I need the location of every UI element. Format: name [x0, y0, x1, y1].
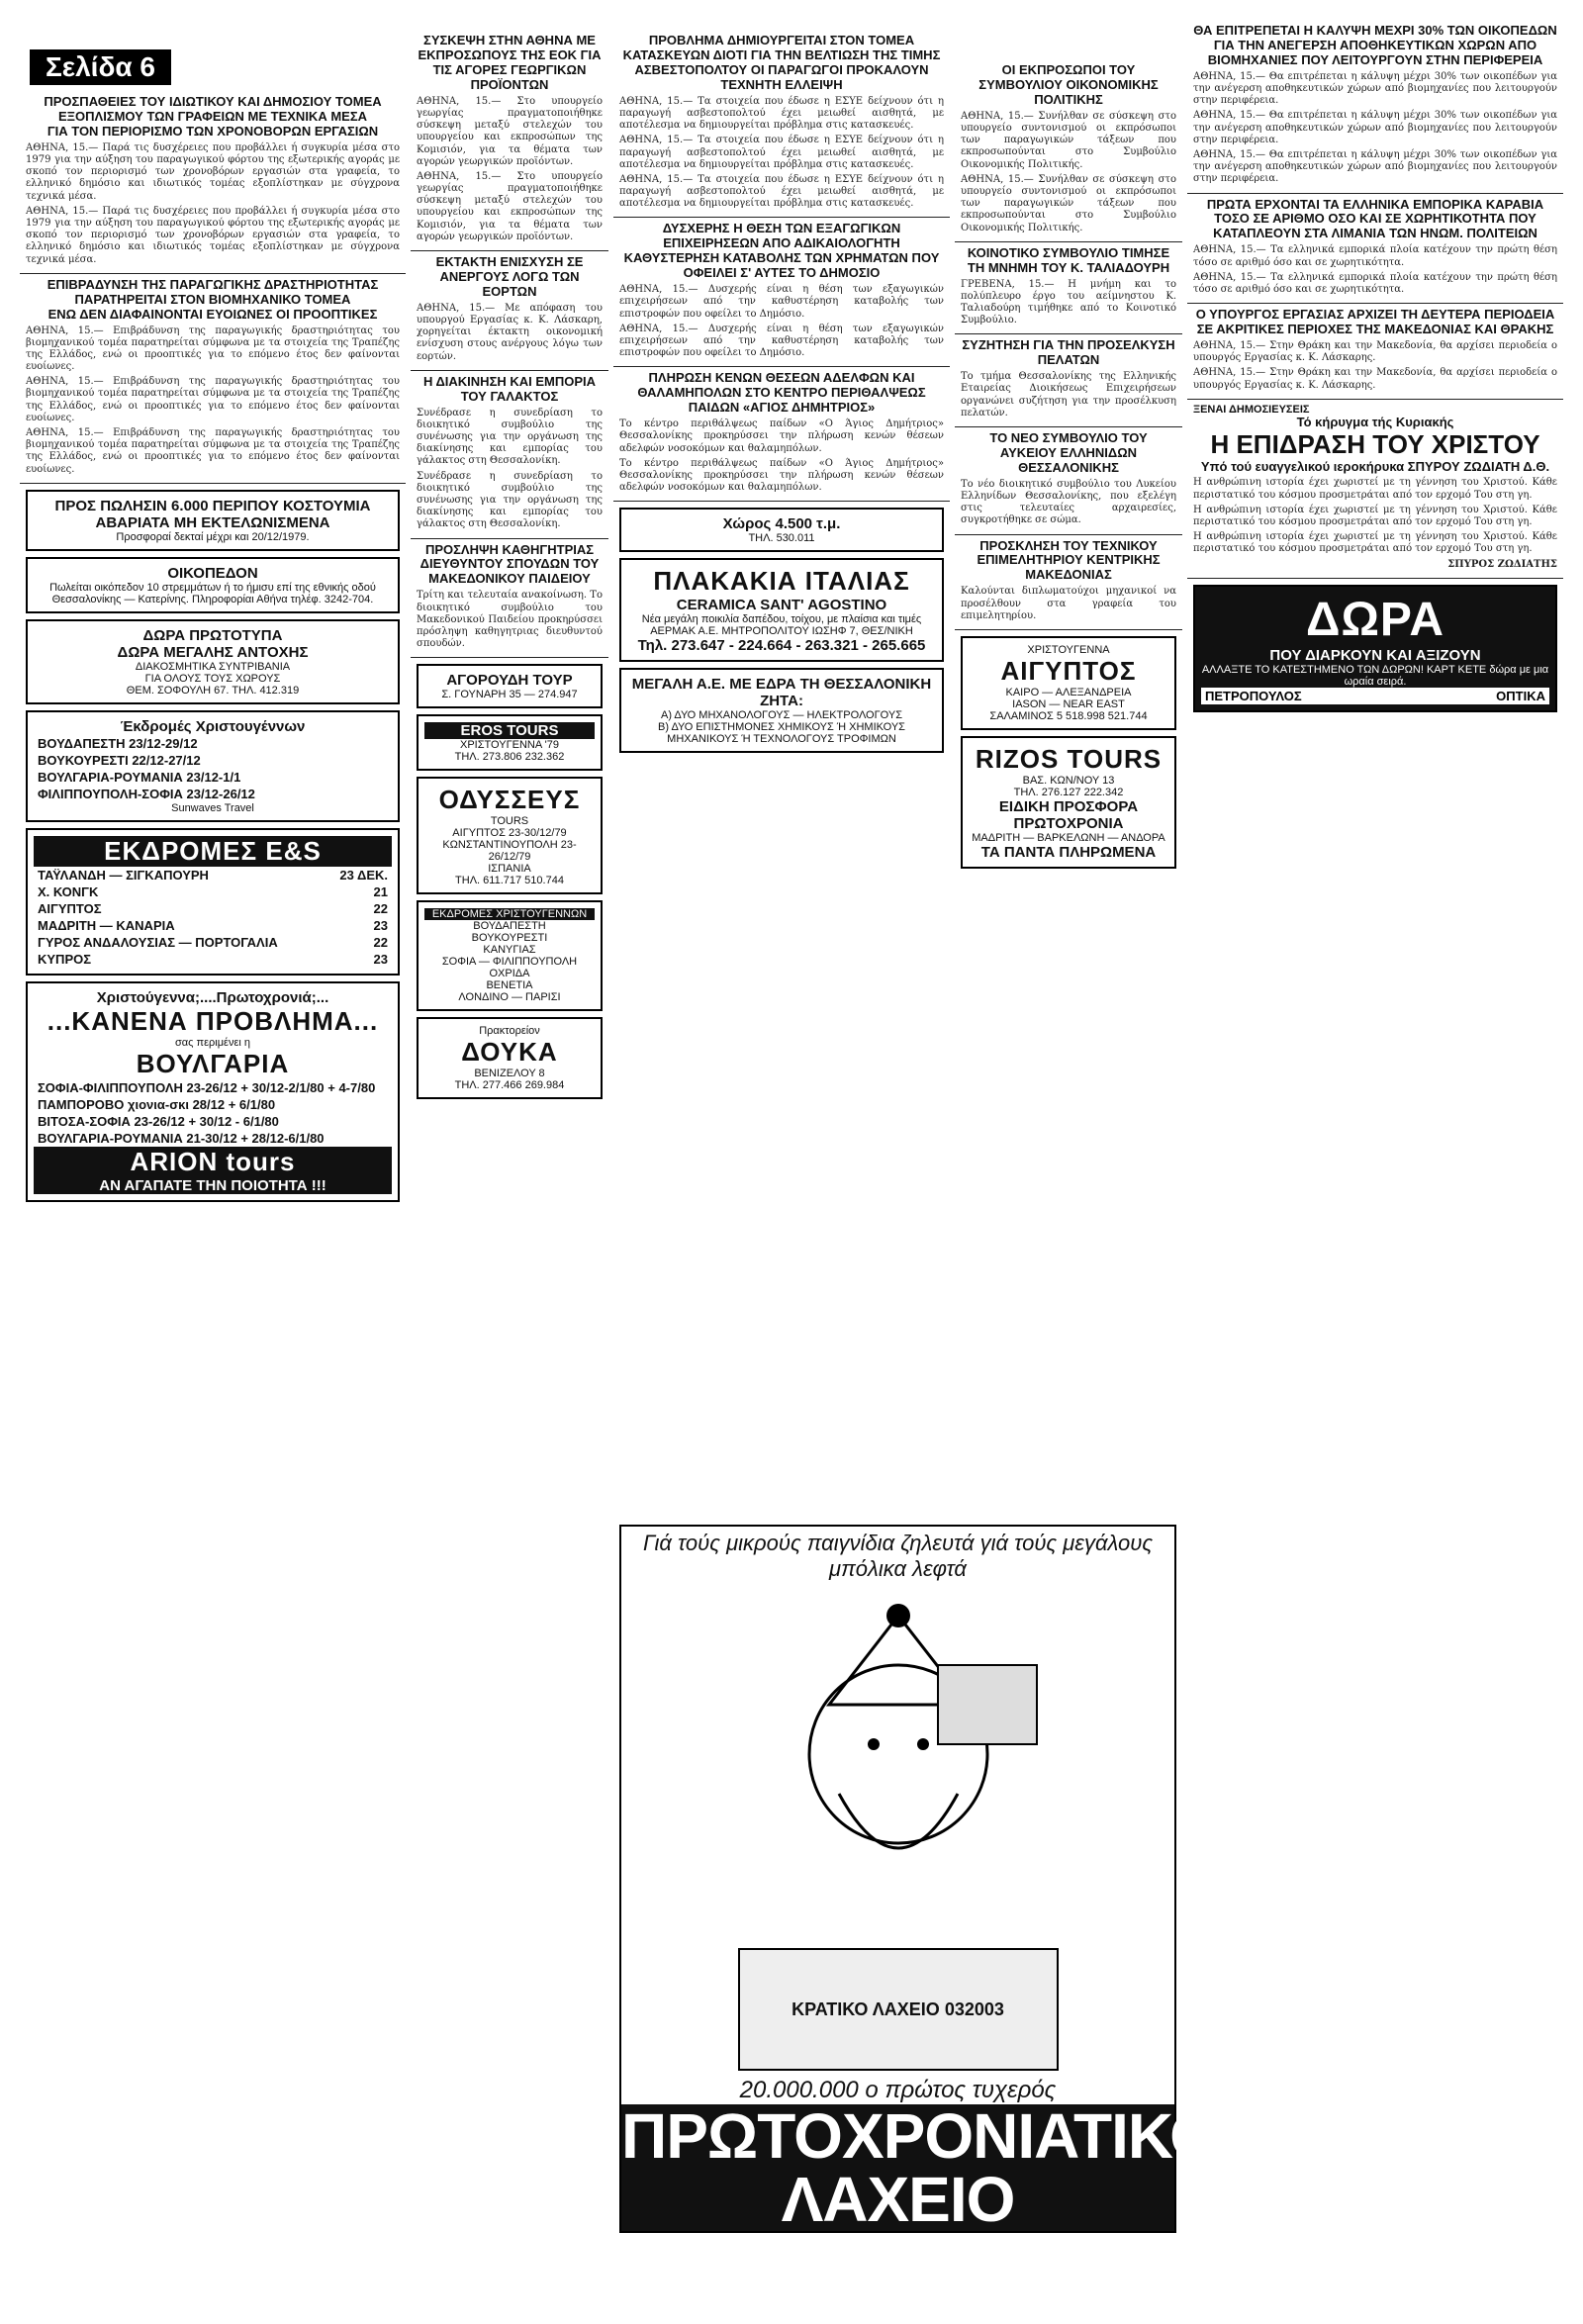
article-body: ΑΘΗΝΑ, 15.— Επιβράδυνση της παραγωγικής δραστηριότητας του βιομηχανικού τομέα παρατηρείται σύμφωνα με τα στοιχεία της Τραπέζης της Ελλάδος, ενώ οι προοπτικές για το επόμενο έτος δεν φαίνονται ευοίωνες.	[26, 427, 400, 475]
ad-row: ΒΟΥΚΟΥΡΕΣΤΙ 22/12-27/12	[38, 752, 201, 768]
article-milk	[411, 371, 608, 539]
article-body: Το τμήμα Θεσσαλονίκης της Ελληνικής Εταιρείας Διοικήσεως Επιχειρήσεων οργανώνει συζήτηση για την προσέλκυση πελατών.	[961, 371, 1176, 418]
column-5	[1187, 20, 1563, 718]
ad-text: Σ. ΓΟΥΝΑΡΗ 35 — 274.947	[441, 689, 578, 701]
ad-plot	[26, 557, 400, 613]
article-subtitle: Υπό τού ευαγγελικού ιεροκήρυκα ΣΠΥΡΟΥ ΖΩΔΙΑΤΗ Δ.Θ.	[1200, 458, 1550, 474]
ad-line: ΜΑΔΡΙΤΗ — ΒΑΡΚΕΛΩΝΗ — ΑΝΔΟΡΑ	[972, 831, 1165, 844]
ad-title: ΠΛΑΚΑΚΙΑ ΙΤΑΛΙΑΣ	[653, 566, 910, 597]
article-memorial	[955, 242, 1182, 335]
ad-row: ΟΧΡΙΔΑ	[489, 968, 530, 980]
article-title: ΚΟΙΝΟΤΙΚΟ ΣΥΜΒΟΥΛΙΟ ΤΙΜΗΣΕ ΤΗ ΜΝΗΜΗ ΤΟΥ Κ. ΤΑΛΙΑΔΟΥΡΗ	[967, 244, 1170, 275]
article-title: ΕΚΤΑΚΤΗ ΕΝΙΣΧΥΣΗ ΣΕ ΑΝΕΡΓΟΥΣ ΛΟΓΩ ΤΩΝ ΕΟΡΤΩΝ	[435, 254, 584, 299]
article-body: ΑΘΗΝΑ, 15.— Παρά τις δυσχέρειες που προβάλλει ή συγκυρία μέσα στο 1979 για την αύξηση του παραγωγικού φόρτου της εξωτερικής αγοράς με σκοπό τον περιορισμό των χρονοβόρων εργασιών στα γραφεία, το ελληνικό δημόσιο και ιδιωτικός τομέας εξοπλίστηκαν με σύγχρονα τεχνικά μέσα.	[26, 141, 400, 202]
article-body: ΑΘΗΝΑ, 15.— Τα στοιχεία που έδωσε η ΕΣΥΕ δείχνουν ότι η παραγωγή ασβεστοπολτού έχει μειωθεί αισθητά, με αποτέλεσμα να δημιουργείται πρόβλημα στις κατασκευές.	[619, 95, 944, 132]
lottery-prize: 20.000.000 ο πρώτος τυχερός	[739, 2077, 1057, 2103]
ad-row: ΚΥΠΡΟΣ 23	[38, 951, 388, 967]
ad-brand: Sunwaves Travel	[171, 801, 254, 814]
ad-title: ΟΙΚΟΠΕΔΟΝ	[167, 564, 258, 582]
ad-title: ΠΡΟΣ ΠΩΛΗΣΙΝ 6.000 ΠΕΡΙΠΟΥ ΚΟΣΤΟΥΜΙΑ	[54, 497, 371, 514]
ad-jobs	[619, 668, 944, 753]
article-title: ΠΛΗΡΩΣΗ ΚΕΝΩΝ ΘΕΣΕΩΝ ΑΔΕΛΦΩΝ ΚΑΙ ΘΑΛΑΜΗΠΟΛΩΝ ΣΤΟ ΚΕΝΤΡΟ ΠΕΡΙΘΑΛΨΕΩΣ ΠΑΙΔΩΝ «ΑΓΙΟΣ ΔΗΜΗΤΡΙΟΣ»	[637, 370, 926, 416]
ad-phone: ΤΗΛ. 530.011	[748, 532, 815, 545]
article-body: ΑΘΗΝΑ, 15.— Τα ελληνικά εμπορικά πλοία κατέχουν την πρώτη θέση τόσο σε αριθμό όσο και σε χωρητικότητα.	[1193, 271, 1557, 295]
ad-row: ΒΟΥΛΓΑΡΙΑ-ΡΟΥΜΑΝΙΑ 21-30/12 + 28/12-6/1/80	[38, 1130, 325, 1146]
ad-line: ΚΑΙΡΟ — ΑΛΕΞΑΝΔΡΕΙΑ	[1005, 686, 1132, 698]
article-title: ΠΡΟΣΠΑΘΕΙΕΣ ΤΟΥ ΙΔΙΩΤΙΚΟΥ ΚΑΙ ΔΗΜΟΣΙΟΥ ΤΟΜΕΑ ΕΞΟΠΛΙΣΜΟΥ ΤΩΝ ΓΡΑΦΕΙΩΝ ΜΕ ΤΕΧΝΙΚΑ ΜΕΣΑ	[44, 94, 382, 124]
article-chamber	[955, 535, 1182, 630]
article-body: Συνέδρασε η συνεδρίαση το διοικητικό συμβούλιο της συνένωσης για την οργάνωση της διακίνησης και εμπορίας του γάλακτος στη Θεσσαλονίκη.	[417, 407, 603, 467]
ad-row: Χ. ΚΟΝΓΚ 21	[38, 883, 388, 899]
article-body: ΑΘΗΝΑ, 15.— Θα επιτρέπεται η κάλυψη μέχρι 30% των οικοπέδων για την ανέγερση αποθηκευτικών χώρων από βιομηχανίες που λειτουργούν στην περιφέρεια.	[1193, 110, 1557, 145]
article-body: ΓΡΕΒΕΝΑ, 15.— Η μνήμη και το πολύπλευρο έργο του αείμνηστου Κ. Ταλιαδούρη τιμήθηκε από το Κοινοτικό Συμβούλιο.	[961, 278, 1176, 326]
article-eec-meeting	[411, 30, 608, 251]
ad-bulgaria	[26, 981, 400, 1202]
article-body: Το κέντρο περιθάλψεως παίδων «Ο Άγιος Δημήτριος» Θεσσαλονίκης προκηρύσσει την πλήρωση κενών θέσεων αδελφών νοσοκόμων και θαλαμηπόλων.	[619, 418, 944, 454]
ad-title: RIZOS TOURS	[975, 743, 1163, 774]
lottery-title: ΠΡΩΤΟΧΡΟΝΙΑΤΙΚΟ ΛΑΧΕΙΟ	[621, 2100, 1218, 2235]
ad-text: Πωλείται οικόπεδον 10 στρεμμάτων ή το ήμισυ επί της εθνικής οδού Θεσσαλονίκης — Κατερίνης. Πληροφορίαι Αθήνα τηλέφ. 3242-704.	[49, 581, 376, 605]
ad-row: ΦΙΛΙΠΠΟΥΠΟΛΗ-ΣΟΦΙΑ 23/12-26/12	[38, 786, 255, 801]
article-title: ΤΟ ΝΕΟ ΣΥΜΒΟΥΛΙΟ ΤΟΥ ΑΥΚΕΙΟΥ ΕΛΛΗΝΙΔΩΝ ΘΕΣΣΑΛΟΝΙΚΗΣ	[989, 429, 1148, 475]
ad-title: Έκδρομές Χριστουγέννων	[120, 717, 306, 735]
ad-row: ΣΟΦΙΑ-ΦΙΛΙΠΠΟΥΠΟΛΗ 23-26/12 + 30/12-2/1/80 + 4-7/80	[38, 1079, 376, 1095]
article-nurses	[613, 367, 950, 502]
ad-row: ΚΩΝΣΤΑΝΤΙΝΟΥΠΟΛΗ 23-26/12/79	[442, 839, 577, 864]
santa-icon	[750, 1596, 1047, 1932]
article-title: Ο ΥΠΟΥΡΓΟΣ ΕΡΓΑΣΙΑΣ ΑΡΧΙΖΕΙ ΤΗ ΔΕΥΤΕΡΑ ΠΕΡΙΟΔΕΙΑ ΣΕ ΑΚΡΙΤΙΚΕΣ ΠΕΡΙΟΧΕΣ ΤΗΣ ΜΑΚΕΔΟΝΙΑΣ ΚΑΙ ΘΡΑΚΗΣ	[1195, 307, 1555, 336]
column-3	[613, 30, 950, 759]
article-body: ΑΘΗΝΑ, 15.— Θα επιτρέπεται η κάλυψη μέχρι 30% των οικοπέδων για την ανέγερση αποθηκευτικών χώρων από βιομηχανίες που λειτουργούν στην περιφέρεια.	[1193, 148, 1557, 185]
ad-title: ΑΓΟΡΟΥΔΗ ΤΟΥΡ	[446, 672, 573, 690]
lottery-headline: Γιά τούς μικρούς παιγνίδια ζηλευτά γιά τούς μεγάλους μπόλικα λεφτά	[642, 1531, 1154, 1581]
article-body: Συνέδρασε η συνεδρίαση το διοικητικό συμβούλιο της συνένωσης για την οργάνωση της διακίνησης και εμπορίας του γάλακτος στη Θεσσαλονίκη.	[417, 470, 603, 530]
ad-address: ΒΕΝΙΖΕΛΟΥ 8	[474, 1068, 545, 1080]
article-body: Το νέο διοικητικό συμβούλιο του Λυκείου Ελληνίδων Θεσσαλονίκης, που εξελέγη στις τελευταίες αρχαιρεσίες, συγκροτήθηκε σε σώμα.	[961, 478, 1176, 526]
ad-row: ΑΙΓΥΠΤΟΣ 23-30/12/79	[452, 827, 567, 840]
article-title: ΔΥΣΧΕΡΗΣ Η ΘΕΣΗ ΤΩΝ ΕΞΑΓΩΓΙΚΩΝ ΕΠΙΧΕΙΡΗΣΕΩΝ ΑΠΟ ΑΔΙΚΑΙΟΛΟΓΗΤΗ ΚΑΘΥΣΤΕΡΗΣΗ ΚΑΤΑΒΟΛΗΣ ΤΩΝ ΧΡΗΜΑΤΩΝ ΠΟΥ ΟΦΕΙΛΕΙ Σ' ΑΥΤΕΣ ΤΟ ΔΗΜΟΣΙΟ	[623, 221, 940, 281]
ad-row: ΓΥΡΟΣ ΑΝΔΑΛΟΥΣΙΑΣ — ΠΟΡΤΟΓΑΛΙΑ 22	[38, 934, 388, 950]
article-industry-slowdown	[20, 274, 406, 484]
ad-row: ΒΟΥΔΑΠΕΣΤΗ	[473, 920, 546, 933]
article-title: ΠΡΟΣΛΗΨΗ ΚΑΘΗΓΗΤΡΙΑΣ ΔΙΕΥΘΥΝΤΟΥ ΣΠΟΥΔΩΝ ΤΟΥ ΜΑΚΕΔΟΝΙΚΟΥ ΠΑΙΔΕΙΟΥ	[419, 541, 600, 587]
ad-line: ΔΩΡΑ ΜΕΓΑΛΗΣ ΑΝΤΟΧΗΣ	[117, 643, 309, 661]
ad-title: ΜΕΓΑΛΗ Α.Ε. ΜΕ ΕΔΡΑ ΤΗ ΘΕΣΣΑΛΟΝΙΚΗ	[631, 676, 932, 694]
article-exporters	[613, 218, 950, 367]
lottery-ticket	[738, 1948, 1059, 2071]
article-body: Τρίτη και τελευταία ανακοίνωση. Το διοικητικό συμβούλιο του Μακεδονικού Παιδείου προκηρύσσει πρόσληψη καθηγητριας διευθυντού σπουδών.	[417, 590, 603, 650]
column-2	[411, 30, 608, 1105]
ad-subtitle: ΖΗΤΑ:	[760, 693, 803, 710]
ad-title: ΕΚΔΡΟΜΕΣ E&S	[34, 836, 392, 867]
ad-text: Νέα μεγάλη ποικιλία δαπέδου, τοίχου, με πλαίσια και τιμές ΑΕΡΜΑΚ Α.Ε. ΜΗΤΡΟΠΟΛΙΤΟΥ ΙΩΣΗΦ 7, ΘΕΣ/ΝΙΚΗ	[641, 613, 922, 638]
article-body: Η ανθρώπινη ιστορία έχει χωριστεί με τη γέννηση του Χριστού. Κάθε περιστατικό του κόσμου προσμετράται από τον ερχομό Του στη γη.	[1193, 531, 1557, 555]
lottery-ad	[613, 1519, 1218, 2239]
ad-address: ΒΑΣ. ΚΩΝ/ΝΟΥ 13	[1022, 774, 1115, 787]
article-signature: ΣΠΥΡΟΣ ΖΩΔΙΑΤΗΣ	[1447, 558, 1557, 570]
article-title: ΠΡΟΒΛΗΜΑ ΔΗΜΙΟΥΡΓΕΙΤΑΙ ΣΤΟΝ ΤΟΜΕΑ ΚΑΤΑΣΚΕΥΩΝ ΔΙΟΤΙ ΓΙΑ ΤΗΝ ΒΕΛΤΙΩΣΗ ΤΗΣ ΤΙΜΗΣ ΑΣΒΕΣΤΟΠΟΛΤΟΥ ΟΙ ΠΑΡΑΓΩΓΟΙ ΠΡΟΚΑΛΟΥΝ ΤΕΧΝΗΤΗ ΕΛΛΕΙΨΗ	[622, 33, 941, 92]
article-title: ΣΥΖΗΤΗΣΗ ΓΙΑ ΤΗΝ ΠΡΟΣΕΛΚΥΣΗ ΠΕΛΑΤΩΝ	[962, 337, 1175, 368]
ad-subtitle: ΧΡΙΣΤΟΥΓΕΝΝΑ '79	[460, 739, 559, 752]
article-body: ΑΘΗΝΑ, 15.— Δυσχερής είναι η θέση των εξαγωγικών επιχειρήσεων από την καθυστέρηση καταβολής των επιστροφών που οφείλει το Δημόσιο.	[619, 284, 944, 320]
article-title: Η ΕΠΙΔΡΑΣΗ ΤΟΥ ΧΡΙΣΤΟΥ	[1210, 428, 1540, 459]
lottery-box	[619, 1525, 1218, 2235]
article-body: ΑΘΗΝΑ, 15.— Στο υπουργείο γεωργίας πραγματοποιήθηκε σύσκεψη μεταξύ στελεχών του υπουργείου και εκπροσώπων της Κομισιόν, για τα θέματα των αγορών γεωργικών προϊόντων.	[417, 95, 603, 167]
ad-phone: ΘΕΜ. ΣΟΦΟΥΛΗ 67. ΤΗΛ. 412.319	[126, 684, 300, 697]
ad-phone: ΤΗΛ. 273.806 232.362	[454, 751, 565, 764]
article-body: Το κέντρο περιθάλψεως παίδων «Ο Άγιος Δημήτριος» Θεσσαλονίκης προκηρύσσει την πλήρωση κενών θέσεων αδελφών νοσοκόμων και θαλαμηπόλων.	[619, 457, 944, 494]
article-pretitle: Τό κήρυγμα τής Κυριακής	[1296, 414, 1454, 429]
ad-subtitle: ΠΟΥ ΔΙΑΡΚΟΥΝ ΚΑΙ ΑΞΙΖΟΥΝ	[1269, 646, 1481, 664]
article-subtitle: ΕΝΩ ΔΕΝ ΔΙΑΦΑΙΝΟΝΤΑΙ ΕΥΟΙΩΝΕΣ ΟΙ ΠΡΟΟΠΤΙΚΕΣ	[47, 306, 378, 322]
article-lime	[613, 30, 950, 218]
ad-text: ΑΛΛΑΞΤΕ ΤΟ ΚΑΤΕΣΤΗΜΕΝΟ ΤΩΝ ΔΩΡΩΝ! ΚΑΡΤ ΚΕΤΕ δώρα με μια ωραία σειρά.	[1201, 663, 1549, 688]
ad-row: ΑΙΓΥΠΤΟΣ 22	[38, 900, 388, 916]
column-4	[955, 59, 1182, 875]
ad-line: ΕΙΔΙΚΗ ΠΡΟΣΦΟΡΑ	[998, 797, 1139, 815]
article-body: ΑΘΗΝΑ, 15.— Τα στοιχεία που έδωσε η ΕΣΥΕ δείχνουν ότι η παραγωγή ασβεστοπολτού έχει μειωθεί αισθητά, με αποτέλεσμα να δημιουργείται πρόβλημα στις κατασκευές.	[619, 135, 944, 170]
ad-line: IASON — NEAR EAST	[1012, 697, 1125, 710]
article-body: ΑΘΗΝΑ, 15.— Επιβράδυνση της παραγωγικής δραστηριότητας του βιομηχανικού τομέα παρατηρείται σύμφωνα με τα στοιχεία της Τραπέζης της Ελλάδος, ενώ οι προοπτικές για το επόμενο έτος δεν φαίνονται ευοίωνες.	[26, 325, 400, 373]
article-body: ΑΘΗΝΑ, 15.— Συνήλθαν σε σύσκεψη στο υπουργείο συντονισμού οι εκπρόσωποι των παραγωγικών τάξεων που εκπροσωπούνται στο Συμβούλιο Οικονομικής Πολιτικής.	[961, 173, 1176, 233]
article-lyceum	[955, 427, 1182, 535]
ad-gifts	[26, 619, 400, 704]
article-body: ΑΘΗΝΑ, 15.— Δυσχερής είναι η θέση των εξαγωγικών επιχειρήσεων από την καθυστέρηση καταβολής των επιστροφών που οφείλει το Δημόσιο.	[619, 323, 944, 359]
ad-row: ΒΕΝΕΤΙΑ	[486, 979, 533, 992]
article-minister-tour	[1187, 304, 1563, 400]
ad-agoroudi	[417, 664, 603, 708]
ad-row: ΚΑΝΥΓΙΑΣ	[483, 944, 536, 957]
ad-title: ΕΚΔΡΟΜΕΣ ΧΡΙΣΤΟΥΓΕΝΝΩΝ	[424, 908, 595, 920]
ad-title: ΔΩΡΑ	[1305, 593, 1445, 646]
article-title: Η ΔΙΑΚΙΝΗΣΗ ΚΑΙ ΕΜΠΟΡΙΑ ΤΟΥ ΓΑΛΑΚΤΟΣ	[422, 373, 597, 404]
article-title: ΣΥΣΚΕΨΗ ΣΤΗΝ ΑΘΗΝΑ ΜΕ ΕΚΠΡΟΣΩΠΟΥΣ ΤΗΣ ΕΟΚ ΓΙΑ ΤΙΣ ΑΓΟΡΕΣ ΓΕΩΡΓΙΚΩΝ ΠΡΟΪΟΝΤΩΝ	[418, 33, 602, 92]
ad-row: ΒΙΤΟΣΑ-ΣΟΦΙΑ 23-26/12 + 30/12 - 6/1/80	[38, 1113, 279, 1129]
ad-phone: ΤΗΛ. 277.466 269.984	[454, 1079, 565, 1092]
ad-odysseus	[417, 777, 603, 894]
ad-phone: ΤΗΛ. 276.127 222.342	[1013, 786, 1124, 798]
article-warehouses	[1187, 20, 1563, 194]
ad-row: ΠΑΜΠΟΡΟΒΟ χιονια-σκι 28/12 + 6/1/80	[38, 1096, 276, 1112]
ad-line: ΔΙΑΚΟΣΜΗΤΙΚΑ ΣΥΝΤΡΙΒΑΝΙΑ	[135, 660, 291, 673]
article-body: ΑΘΗΝΑ, 15.— Στην Θράκη και την Μακεδονία, θα αρχίσει περιοδεία ο υπουργός Εργασίας κ. Κ. Λάσκαρης.	[1193, 339, 1557, 364]
ad-row: ΤΑΫΛΑΝΔΗ — ΣΙΓΚΑΠΟΥΡΗ 23 ΔΕΚ.	[38, 867, 388, 883]
ad-sunwaves	[26, 710, 400, 822]
ad-line: ...ΚΑΝΕΝΑ ΠΡΟΒΛΗΜΑ...	[47, 1005, 379, 1036]
article-body: ΑΘΗΝΑ, 15.— Επιβράδυνση της παραγωγικής δραστηριότητας του βιομηχανικού τομέα παρατηρείται σύμφωνα με τα στοιχεία της Τραπέζης της Ελλάδος, ενώ οι προοπτικές για το επόμενο έτος δεν φαίνονται ευοίωνες.	[26, 376, 400, 423]
ad-row: ΜΑΔΡΙΤΗ — ΚΑΝΑΡΙΑ 23	[38, 917, 388, 933]
ad-row: ΣΟΦΙΑ — ΦΙΛΙΠΠΟΥΠΟΛΗ	[441, 956, 578, 969]
ad-tiles	[619, 558, 944, 662]
ad-title: ΟΔΥΣΣΕΥΣ	[438, 785, 581, 815]
ad-phone: ΤΗΛ. 611.717 510.744	[455, 875, 564, 887]
ad-suits	[26, 490, 400, 551]
ad-es	[26, 828, 400, 976]
ad-line: ΤΑ ΠΑΝΤΑ ΠΛΗΡΩΜΕΝΑ	[980, 843, 1157, 861]
ad-line: Πρακτορείον	[479, 1025, 540, 1038]
article-body: Η ανθρώπινη ιστορία έχει χωριστεί με τη γέννηση του Χριστού. Κάθε περιστατικό του κόσμου προσμετράται από τον ερχομό Του στη γη.	[1193, 504, 1557, 528]
article-title: ΠΡΩΤΑ ΕΡΧΟΝΤΑΙ ΤΑ ΕΛΛΗΝΙΚΑ ΕΜΠΟΡΙΚΑ ΚΑΡΑΒΙΑ ΤΟΣΟ ΣΕ ΑΡΙΘΜΟ ΟΣΟ ΚΑΙ ΣΕ ΧΩΡΗΤΙΚΟΤΗΤΑ ΠΟΥ ΚΑΤΑΠΛΕΟΥΝ ΣΤΑ ΛΙΜΑΝΙΑ ΤΩΝ ΗΝΩΜ. ΠΟΛΙΤΕΙΩΝ	[1206, 196, 1544, 241]
page-tag: Σελίδα 6	[30, 49, 171, 85]
ad-item: Α) ΔΥΟ ΜΗΧΑΝΟΛΟΓΟΥΣ — ΗΛΕΚΤΡΟΛΟΓΟΥΣ	[660, 709, 903, 722]
ad-phone: Τηλ. 273.647 - 224.664 - 263.321 - 265.665	[637, 637, 926, 655]
ad-brand-row: ΠΕΤΡΟΠΟΥΛΟΣ ΟΠΤΙΚΑ	[1201, 688, 1549, 704]
article-clients	[955, 334, 1182, 427]
ad-line: ΒΟΥΛΓΑΡΙΑ	[136, 1048, 290, 1078]
article-title: ΕΠΙΒΡΑΔΥΝΣΗ ΤΗΣ ΠΑΡΑΓΩΓΙΚΗΣ ΔΡΑΣΤΗΡΙΟΤΗΤΑΣ ΠΑΡΑΤΗΡΕΙΤΑΙ ΣΤΟΝ ΒΙΟΜΗΧΑΝΙΚΟ ΤΟΜΕΑ	[47, 276, 379, 307]
ad-line: ΠΡΩΤΟΧΡΟΝΙΑ	[1013, 814, 1124, 832]
ad-subtitle: TOURS	[490, 815, 529, 828]
article-body: ΑΘΗΝΑ, 15.— Τα ελληνικά εμπορικά πλοία κατέχουν την πρώτη θέση τόσο σε αριθμό όσο και σε χωρητικότητα.	[1193, 244, 1557, 268]
ad-douka	[417, 1017, 603, 1099]
article-title: ΘΑ ΕΠΙΤΡΕΠΕΤΑΙ Η ΚΑΛΥΨΗ ΜΕΧΡΙ 30% ΤΩΝ ΟΙΚΟΠΕΔΩΝ ΓΙΑ ΤΗΝ ΑΝΕΓΕΡΣΗ ΑΠΟΘΗΚΕΥΤΙΚΩΝ ΧΩΡΩΝ ΑΠΟ ΒΙΟΜΗΧΑΝΙΕΣ ΠΟΥ ΛΕΙΤΟΥΡΓΟΥΝ ΣΤΗΝ ΠΕΡΙΦΕΡΕΙΑ	[1193, 23, 1557, 67]
article-body: ΑΘΗΝΑ, 15.— Στο υπουργείο γεωργίας πραγματοποιήθηκε σύσκεψη μεταξύ στελεχών του υπουργείου και εκπροσώπων της Κομισιόν, για τα θέματα των αγορών γεωργικών προϊόντων.	[417, 170, 603, 242]
article-body: ΑΘΗΝΑ, 15.— Με απόφαση του υπουργού Εργασίας κ. Κ. Λάσκαρη, χορηγείται έκτακτη οικονομική ενίσχυση στους ανέργους λόγω των εορτών.	[417, 302, 603, 362]
article-title: ΠΡΟΣΚΛΗΣΗ ΤΟΥ ΤΕΧΝΙΚΟΥ ΕΠΙΜΕΛΗΤΗΡΙΟΥ ΚΕΝΤΡΙΚΗΣ ΜΑΚΕΔΟΝΙΑΣ	[977, 537, 1161, 583]
ad-line: Χριστούγεννα;....Πρωτοχρονιά;...	[96, 988, 329, 1006]
article-office-equipment	[20, 91, 406, 274]
ad-footer: ΑΝ ΑΓΑΠΑΤΕ ΤΗΝ ΠΟΙΟΤΗΤΑ !!!	[34, 1177, 392, 1194]
article-subtitle: ΓΙΑ ΤΟΝ ΠΕΡΙΟΡΙΣΜΟ ΤΩΝ ΧΡΟΝΟΒΟΡΩΝ ΕΡΓΑΣΙΩΝ	[47, 123, 379, 139]
ad-brand: ARION tours	[34, 1147, 392, 1177]
article-econ-council	[955, 59, 1182, 242]
article-body: ΑΘΗΝΑ, 15.— Τα στοιχεία που έδωσε η ΕΣΥΕ δείχνουν ότι η παραγωγή ασβεστοπολτού έχει μειωθεί αισθητά, με αποτέλεσμα να δημιουργείται πρόβλημα στις κατασκευές.	[619, 173, 944, 210]
ad-line: ΧΡΙΣΤΟΥΓΕΝΝΑ	[1027, 643, 1110, 656]
ad-eros	[417, 714, 603, 771]
ad-row: ΒΟΥΔΑΠΕΣΤΗ 23/12-29/12	[38, 735, 198, 751]
santa-illustration	[621, 1586, 1174, 1942]
ad-note: Προσφοραί δεκταί μέχρι και 20/12/1979.	[116, 530, 310, 543]
ad-row: ΒΟΥΛΓΑΡΙΑ-ΡΟΥΜΑΝΙΑ 23/12-1/1	[38, 769, 241, 785]
article-body: ΑΘΗΝΑ, 15.— Θα επιτρέπεται η κάλυψη μέχρι 30% των οικοπέδων για την ανέγερση αποθηκευτικών χώρων από βιομηχανίες που λειτουργούν στην περιφέρεια.	[1193, 70, 1557, 107]
ad-space	[619, 508, 944, 552]
ad-line: ΔΩΡΑ ΠΡΩΤΟΤΥΠΑ	[142, 626, 283, 644]
ad-phone: ΣΑΛΑΜΙΝΟΣ 5 518.998 521.744	[989, 709, 1148, 722]
article-body: ΑΘΗΝΑ, 15.— Στην Θράκη και την Μακεδονία, θα αρχίσει περιοδεία ο υπουργός Εργασίας κ. Κ. Λάσκαρης.	[1193, 367, 1557, 391]
ad-xmas-trips	[417, 900, 603, 1011]
article-body: Καλούνται διπλωματούχοι μηχανικοί να προσέλθουν στα γραφεία του επιμελητηρίου.	[961, 586, 1176, 621]
ad-line: σας περιμένει η	[175, 1036, 250, 1049]
ticket-number: 032003	[944, 1999, 1004, 2019]
ad-line: ΓΙΑ ΟΛΟΥΣ ΤΟΥΣ ΧΩΡΟΥΣ	[144, 672, 281, 685]
section-tag: ΞΕΝΑΙ ΔΗΜΟΣΙΕΥΣΕΙΣ	[1193, 403, 1310, 416]
ad-title: EROS TOURS	[424, 722, 595, 739]
ad-row: ΙΣΠΑΝΙΑ	[488, 863, 531, 876]
ad-optics	[1193, 585, 1557, 712]
article-school	[411, 539, 608, 659]
ad-row: ΛΟΝΔΙΝΟ — ΠΑΡΙΣΙ	[458, 991, 561, 1004]
article-body: ΑΘΗΝΑ, 15.— Παρά τις δυσχέρειες που προβάλλει ή συγκυρία μέσα στο 1979 για την αύξηση του παραγωγικού φόρτου της εξωτερικής αγοράς με σκοπό τον περιορισμό των χρονοβόρων εργασιών στα γραφεία, το ελληνικό δημόσιο και ιδιωτικός τομέας εξοπλίστηκαν με σύγχρονα τεχνικά μέσα.	[26, 205, 400, 265]
article-sermon	[1187, 400, 1563, 579]
article-body: Η ανθρώπινη ιστορία έχει χωριστεί με τη γέννηση του Χριστού. Κάθε περιστατικό του κόσμου προσμετράται από τον ερχομό Του στη γη.	[1193, 477, 1557, 501]
column-1	[20, 91, 406, 1208]
ad-item: Β) ΔΥΟ ΕΠΙΣΤΗΜΟΝΕΣ ΧΗΜΙΚΟΥΣ Ή ΧΗΜΙΚΟΥΣ ΜΗΧΑΝΙΚΟΥΣ Ή ΤΕΧΝΟΛΟΓΟΥΣ ΤΡΟΦΙΜΩΝ	[658, 721, 905, 746]
ad-rizos	[961, 736, 1176, 869]
article-title: ΟΙ ΕΚΠΡΟΣΩΠΟΙ ΤΟΥ ΣΥΜΒΟΥΛΙΟΥ ΟΙΚΟΝΟΜΙΚΗΣ ΠΟΛΙΤΙΚΗΣ	[978, 62, 1159, 107]
ad-title: Χώρος 4.500 τ.μ.	[722, 515, 841, 533]
article-unemployed-aid	[411, 251, 608, 371]
ad-egypt	[961, 636, 1176, 730]
ad-title: ΑΙΓΥΠΤΟΣ	[1000, 655, 1137, 686]
article-ships	[1187, 194, 1563, 305]
article-body: ΑΘΗΝΑ, 15.— Συνήλθαν σε σύσκεψη στο υπουργείο συντονισμού οι εκπρόσωποι των παραγωγικών τάξεων που εκπροσωπούνται στο Συμβούλιο Οικονομικής Πολιτικής.	[961, 110, 1176, 170]
ad-subtitle: CERAMICA SANT' AGOSTINO	[676, 597, 887, 614]
ad-title: ΔΟΥΚΑ	[461, 1037, 558, 1068]
ticket-label: ΚΡΑΤΙΚΟ ΛΑΧΕΙΟ	[792, 1999, 940, 2019]
ad-row: ΒΟΥΚΟΥΡΕΣΤΙ	[471, 932, 548, 945]
ad-subtitle: ΑΒΑΡΙΑΤΑ ΜΗ ΕΚΤΕΛΩΝΙΣΜΕΝΑ	[95, 513, 330, 531]
